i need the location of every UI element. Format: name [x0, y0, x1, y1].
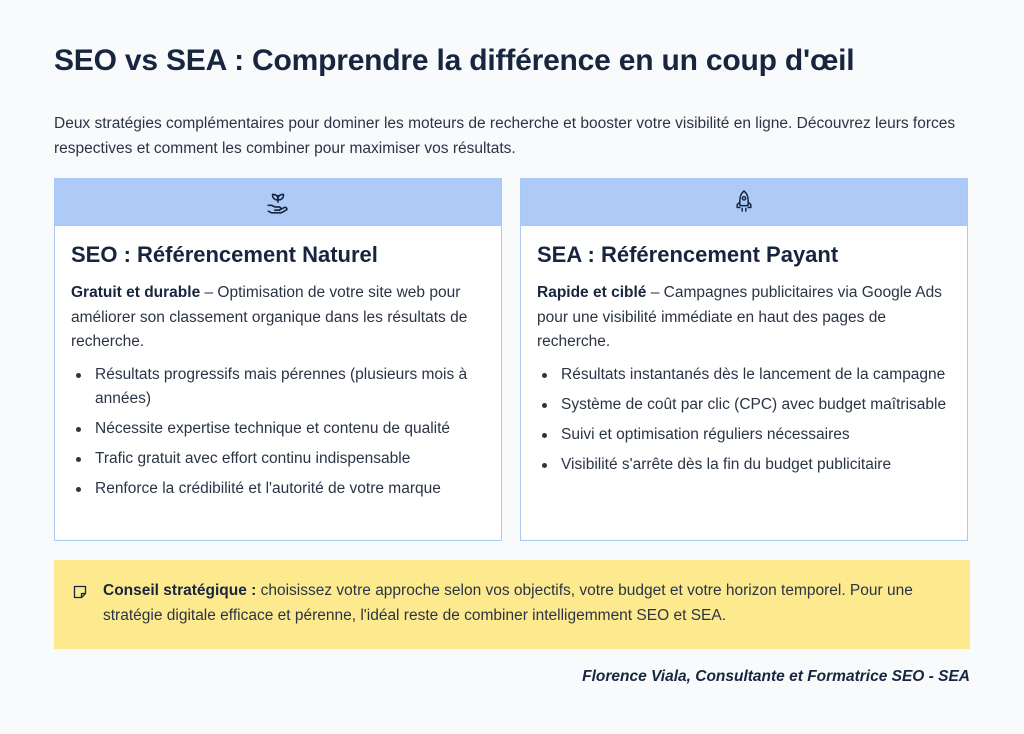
- list-item: Renforce la crédibilité et l'autorité de votre marque: [71, 477, 485, 502]
- sea-card-description: [537, 281, 951, 355]
- tip-body: choisissez votre approche selon vos objectifs, votre budget et votre horizon temporel. Pour une stratégie digitale efficace et pérenne, l'idéal reste de combiner intelligemment SEO et SEA.: [103, 582, 913, 624]
- list-item: Suivi et optimisation réguliers nécessaires: [537, 423, 951, 448]
- tip-lead: Conseil stratégique :: [103, 582, 257, 599]
- seo-card-title: SEO : Référencement Naturel: [71, 242, 378, 267]
- seo-points-list: [71, 363, 485, 502]
- sea-points-list: [537, 363, 951, 478]
- sea-card: [520, 178, 968, 541]
- author-signature: Florence Viala, Consultante et Formatrice SEO - SEA: [582, 668, 970, 685]
- intro-paragraph: Deux stratégies complémentaires pour dominer les moteurs de recherche et booster votre visibilité en ligne. Découvrez leurs forces respectives et comment les combiner pour maximiser vos résultats.: [54, 115, 956, 157]
- sea-card-lead: Rapide et ciblé: [537, 284, 647, 301]
- list-item: Résultats instantanés dès le lancement de la campagne: [537, 363, 951, 388]
- strategic-tip-box: [54, 560, 970, 649]
- seo-card-header: [55, 179, 501, 226]
- sea-card-title: SEA : Référencement Payant: [537, 242, 839, 267]
- sea-card-desc-text: – Campagnes publicitaires via Google Ads pour une visibilité immédiate en haut des pages de recherche.: [537, 284, 942, 350]
- seo-card-lead: Gratuit et durable: [71, 284, 201, 301]
- list-item: Trafic gratuit avec effort continu indispensable: [71, 447, 485, 472]
- list-item: Visibilité s'arrête dès la fin du budget publicitaire: [537, 453, 951, 478]
- seo-card-desc-text: – Optimisation de votre site web pour améliorer son classement organique dans les résultats de recherche.: [71, 284, 468, 350]
- sea-card-header: [521, 179, 967, 226]
- sticky-note-icon: [72, 584, 88, 605]
- list-item: Nécessite expertise technique et contenu de qualité: [71, 417, 485, 442]
- rocket-icon: [733, 189, 755, 215]
- seo-card-description: [71, 281, 485, 355]
- page-title: SEO vs SEA : Comprendre la différence en un coup d'œil: [54, 44, 855, 77]
- list-item: Système de coût par clic (CPC) avec budget maîtrisable: [537, 393, 951, 418]
- list-item: Résultats progressifs mais pérennes (plusieurs mois à années): [71, 363, 485, 412]
- seo-card: [54, 178, 502, 541]
- sprout-hand-icon: [265, 189, 291, 215]
- tip-text: [103, 579, 940, 628]
